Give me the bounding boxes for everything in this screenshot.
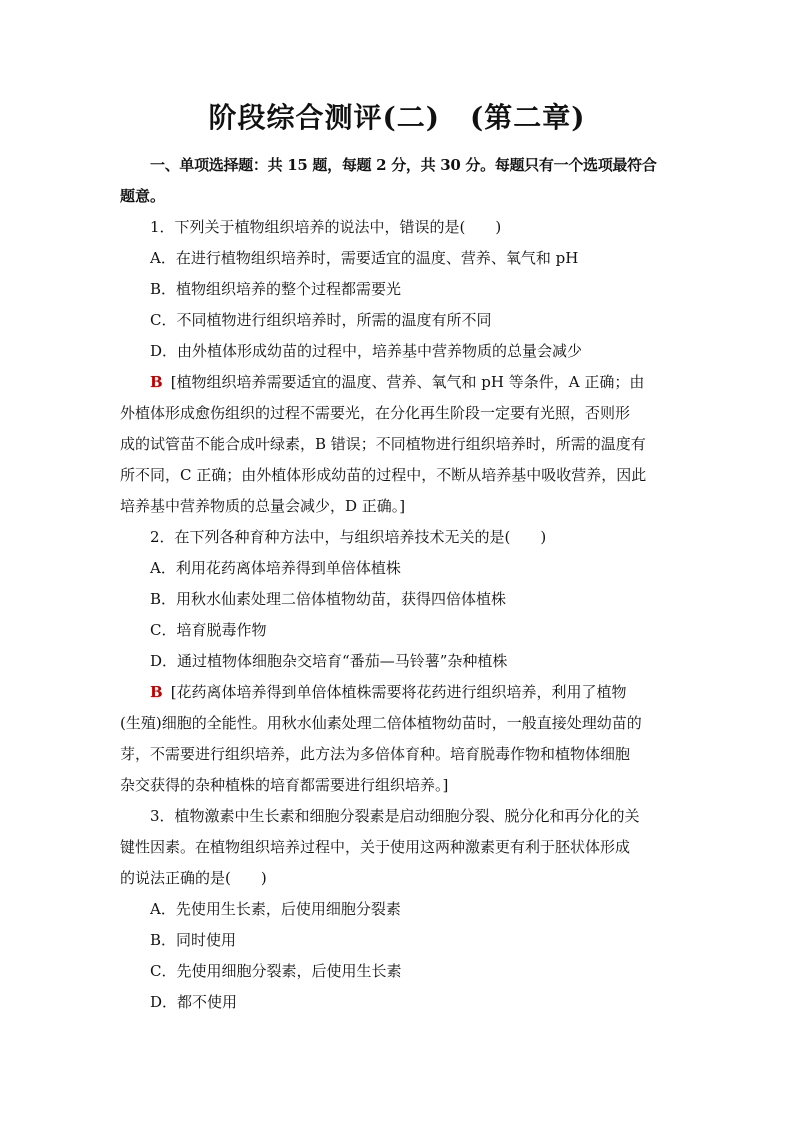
question-stem: 2．在下列各种育种方法中，与组织培养技术无关的是( ) bbox=[150, 528, 547, 546]
section-heading-line1: 一、单项选择题：共 15 题，每题 2 分，共 30 分。每题只有一个选项最符合 bbox=[150, 156, 657, 174]
question-stem: 的说法正确的是( ) bbox=[120, 869, 267, 887]
explanation-line: 成的试管苗不能合成叶绿素，B 错误；不同植物进行组织培养时，所需的温度有 bbox=[120, 435, 646, 453]
explanation-line: 杂交获得的杂种植株的培育都需要进行组织培养。] bbox=[120, 776, 449, 794]
question-2 bbox=[120, 522, 680, 801]
option-c: C．培育脱毒作物 bbox=[150, 621, 267, 639]
question-stem: 键性因素。在植物组织培养过程中，关于使用这两种激素更有利于胚状体形成 bbox=[120, 838, 631, 856]
option-b: B．用秋水仙素处理二倍体植物幼苗，获得四倍体植株 bbox=[150, 590, 507, 608]
option-a: A．在进行植物组织培养时，需要适宜的温度、营养、氧气和 pH bbox=[150, 249, 579, 267]
answer-letter: B bbox=[150, 373, 163, 391]
option-d: D．通过植物体细胞杂交培育“番茄—马铃薯”杂种植株 bbox=[150, 652, 508, 670]
title-main: 阶段综合测评(二) bbox=[208, 101, 440, 134]
explanation-line: 芽，不需要进行组织培养，此方法为多倍体育种。培育脱毒作物和植物体细胞 bbox=[120, 745, 631, 763]
question-stem: 1．下列关于植物组织培养的说法中，错误的是( ) bbox=[150, 218, 502, 236]
option-a: A．利用花药离体培养得到单倍体植株 bbox=[150, 559, 401, 577]
option-a: A．先使用生长素，后使用细胞分裂素 bbox=[150, 900, 401, 918]
explanation-line: 外植体形成愈伤组织的过程不需要光，在分化再生阶段一定要有光照，否则形 bbox=[120, 404, 631, 422]
question-1 bbox=[120, 212, 680, 522]
question-3 bbox=[120, 801, 680, 1018]
explanation-line: 所不同，C 正确；由外植体形成幼苗的过程中，不断从培养基中吸收营养，因此 bbox=[120, 466, 647, 484]
option-d: D．都不使用 bbox=[150, 993, 238, 1011]
answer-letter: B bbox=[150, 683, 163, 701]
option-b: B．植物组织培养的整个过程都需要光 bbox=[150, 280, 402, 298]
option-d: D．由外植体形成幼苗的过程中，培养基中营养物质的总量会减少 bbox=[150, 342, 583, 360]
section-heading-line2: 题意。 bbox=[120, 187, 166, 205]
title-chapter: (第二章) bbox=[470, 101, 586, 134]
explanation-text: [花药离体培养得到单倍体植株需要将花药进行组织培养，利用了植物 bbox=[170, 683, 627, 701]
explanation-text: [植物组织培养需要适宜的温度、营养、氧气和 pH 等条件，A 正确；由 bbox=[170, 373, 645, 391]
page-title bbox=[0, 96, 794, 136]
option-c: C．不同植物进行组织培养时，所需的温度有所不同 bbox=[150, 311, 492, 329]
explanation-line bbox=[120, 367, 680, 398]
document-body bbox=[120, 150, 680, 1018]
option-c: C．先使用细胞分裂素，后使用生长素 bbox=[150, 962, 402, 980]
option-b: B．同时使用 bbox=[150, 931, 237, 949]
question-stem: 3．植物激素中生长素和细胞分裂素是启动细胞分裂、脱分化和再分化的关 bbox=[150, 807, 640, 825]
explanation-line: 培养基中营养物质的总量会减少，D 正确。] bbox=[120, 497, 406, 515]
explanation-line: (生殖)细胞的全能性。用秋水仙素处理二倍体植物幼苗时，一般直接处理幼苗的 bbox=[120, 714, 642, 732]
explanation-line bbox=[120, 677, 680, 708]
